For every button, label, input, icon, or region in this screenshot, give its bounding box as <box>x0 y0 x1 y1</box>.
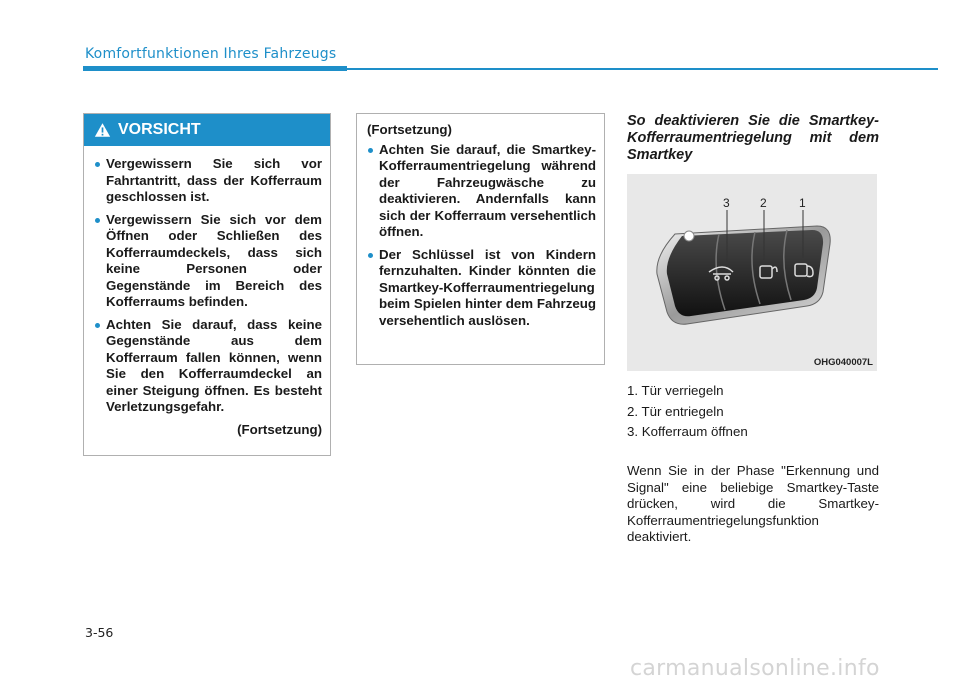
callout-1: 1 <box>799 196 806 210</box>
watermark: carmanualsonline.info <box>630 656 880 681</box>
list-item: 2. Tür entriegeln <box>627 403 724 419</box>
page-number: 3-56 <box>85 625 114 640</box>
smartkey-illustration <box>627 174 877 371</box>
callout-2: 2 <box>760 196 767 210</box>
caution-item: Achten Sie darauf, dass keine Gegenstände aus dem Kofferraum fallen können, wenn Sie den Kofferraumdeckel an einer Steigung öffnen. Es besteht Verletzungsgefahr. <box>94 317 322 416</box>
smartkey-figure <box>627 174 877 371</box>
caution-heading-text: VORSICHT <box>118 121 201 138</box>
list-item: 3. Kofferraum öffnen <box>627 424 748 439</box>
caution-item: Vergewissern Sie sich vor Fahrtantritt, dass der Kofferraum geschlossen ist. <box>94 156 322 206</box>
header-rule-thin <box>347 68 938 70</box>
callout-3: 3 <box>723 196 730 210</box>
section-header: Komfortfunktionen Ihres Fahrzeugs <box>85 46 337 62</box>
figure-caption: OHG040007L <box>813 357 873 368</box>
list-item: 1. Tür verriegeln <box>627 383 724 398</box>
warning-triangle-icon <box>94 122 111 138</box>
continuation-item: Der Schlüssel ist von Kindern fernzuhalten. Kinder könnten die Smartkey-Kofferraumentriegelung beim Spielen hinter dem Fahrzeug versehentlich auslösen. <box>367 247 596 330</box>
continuation-item: Achten Sie darauf, die Smartkey-Kofferraumentriegelung während der Fahrzeugwäsche zu deaktivieren. Andernfalls kann sich der Kofferraum versehentlich öffnen. <box>367 142 596 241</box>
caution-continued: (Fortsetzung) <box>237 421 322 437</box>
continuation-label: (Fortsetzung) <box>367 122 452 137</box>
caution-box <box>83 113 331 456</box>
caution-body <box>84 146 330 438</box>
button-list <box>627 381 748 443</box>
header-rule-thick <box>83 66 347 71</box>
continuation-body <box>357 114 604 329</box>
caution-item: Vergewissern Sie sich vor dem Öffnen oder Schließen des Kofferraumdeckels, dass sich keine Personen oder Gegenstände im Bereich des Kofferraums befinden. <box>94 212 322 311</box>
caution-heading <box>84 114 330 146</box>
section-title: So deaktivieren Sie die Smartkey-Kofferraumentriegelung mit dem Smartkey <box>627 113 879 163</box>
description: Wenn Sie in der Phase "Erkennung und Signal" eine beliebige Smartkey-Taste drücken, wird die Smartkey-Kofferraumentriegelungsfunktion deaktiviert. <box>627 463 879 544</box>
continuation-box <box>356 113 605 365</box>
